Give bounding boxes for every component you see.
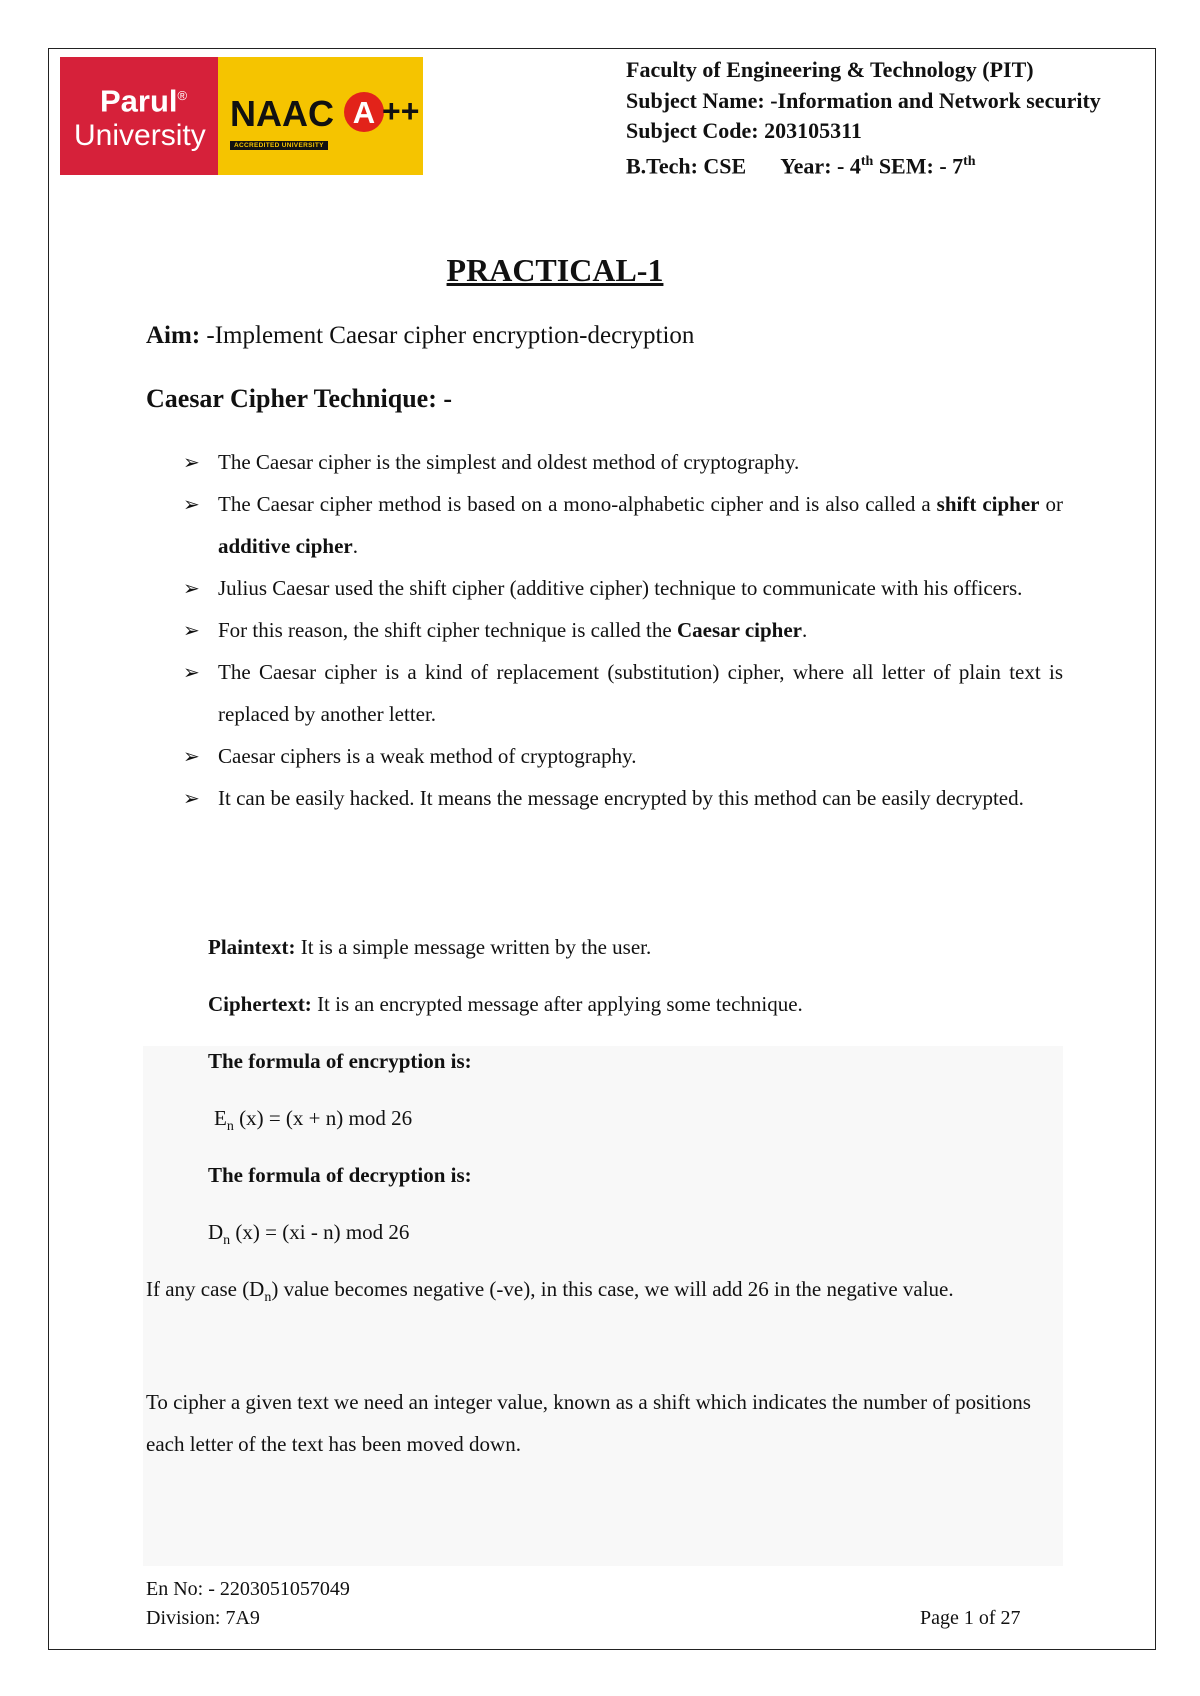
formula-symbol: D: [208, 1220, 224, 1244]
decryption-formula: [208, 1211, 409, 1262]
note-text: If any case (D: [146, 1277, 265, 1301]
bullet-bold-text: additive cipher: [218, 534, 353, 558]
ciphertext-label: Ciphertext:: [208, 992, 312, 1016]
course-line: [626, 147, 1101, 182]
shift-paragraph: To cipher a given text we need an integer value, known as a shift which indicates the number of positions each letter of the text has been moved down.: [146, 1390, 1031, 1456]
arrow-bullet-icon: ➢: [183, 576, 200, 600]
naac-logo-block: [218, 57, 423, 175]
logo-registered-mark: ®: [177, 88, 188, 104]
bullet-text: .: [801, 618, 808, 642]
bullet-text: .: [352, 534, 358, 558]
accredited-text: ACCREDITED UNIVERSITY: [230, 141, 328, 150]
subject-name-line: Subject Name: -Information and Network security: [626, 87, 1101, 113]
naac-grade-badge: A: [344, 92, 384, 132]
sem-sup: th: [963, 153, 976, 169]
note-text: ) value becomes negative (-ve), in this case, we will add 26 in the negative value.: [271, 1277, 954, 1301]
year-text: Year: - 4: [780, 152, 861, 178]
arrow-bullet-icon: ➢: [183, 450, 200, 474]
parul-logo-block: [60, 57, 218, 175]
formula-symbol: E: [214, 1106, 227, 1130]
formula-subscript: n: [223, 1233, 231, 1249]
encryption-heading-text: The formula of encryption is:: [208, 1049, 472, 1073]
decryption-heading-text: The formula of decryption is:: [208, 1163, 472, 1187]
arrow-bullet-icon: ➢: [183, 786, 200, 810]
header-info: [626, 55, 1101, 181]
aim-label: Aim:: [146, 322, 201, 349]
logo-university-text: University: [74, 118, 206, 152]
ciphertext-definition: [208, 983, 803, 1025]
list-item: [183, 567, 1063, 609]
faculty-line: Faculty of Engineering & Technology (PIT): [626, 57, 1034, 82]
bullet-list: [183, 441, 1063, 819]
arrow-bullet-icon: ➢: [183, 618, 200, 642]
plaintext-definition: [208, 926, 651, 968]
arrow-bullet-icon: ➢: [183, 492, 200, 516]
naac-text: NAAC: [230, 93, 334, 134]
aim-line: [146, 322, 694, 350]
bullet-text: Caesar ciphers is a weak method of cryptography.: [218, 744, 637, 768]
list-item: [183, 483, 1063, 567]
bullet-text: For this reason, the shift cipher technique is called the: [218, 618, 677, 642]
page-title: PRACTICAL-1: [446, 252, 664, 288]
aim-text: -Implement Caesar cipher encryption-decryption: [200, 322, 695, 349]
page-number: Page 1 of 27: [920, 1607, 1021, 1629]
sem-text: SEM: - 7: [873, 152, 964, 178]
bullet-text: It can be easily hacked. It means the message encrypted by this method can be easily decrypted.: [218, 786, 1024, 810]
list-item: [183, 777, 1063, 819]
plaintext-label: Plaintext:: [208, 935, 296, 959]
formula-text: (x) = (x + n) mod 26: [233, 1106, 413, 1130]
btech-text: B.Tech: CSE: [626, 152, 747, 178]
bullet-text: The Caesar cipher method is based on a mono-alphabetic cipher and is also called a: [218, 492, 937, 516]
formula-subscript: n: [226, 1119, 234, 1135]
ciphertext-text: It is an encrypted message after applying some technique.: [311, 992, 803, 1016]
formula-text: (x) = (xi - n) mod 26: [230, 1220, 410, 1244]
subject-code-line: Subject Code: 203105311: [626, 118, 862, 143]
university-logo: [60, 57, 423, 175]
naac-grade-plus: ++: [382, 93, 420, 129]
bullet-bold-text: shift cipher: [936, 492, 1040, 516]
division: Division: 7A9: [146, 1607, 260, 1629]
logo-parul-text: Parul: [100, 83, 178, 119]
bullet-text: Julius Caesar used the shift cipher (additive cipher) technique to communicate with his officers.: [218, 576, 1023, 600]
encryption-formula: [214, 1097, 412, 1148]
bullet-text: The Caesar cipher is a kind of replacement (substitution) cipher, where all letter of plain text is replaced by another letter.: [218, 660, 1063, 726]
bullet-bold-text: Caesar cipher: [676, 618, 802, 642]
negative-note: [146, 1268, 1036, 1319]
enrollment-number: En No: - 2203051057049: [146, 1578, 350, 1600]
list-item: [183, 441, 1063, 483]
plaintext-text: It is a simple message written by the user.: [295, 935, 652, 959]
list-item: [183, 651, 1063, 735]
year-sup: th: [860, 153, 874, 169]
bullet-text: or: [1039, 492, 1064, 516]
section-heading: Caesar Cipher Technique: -: [146, 384, 453, 413]
bullet-text: The Caesar cipher is the simplest and oldest method of cryptography.: [218, 450, 800, 474]
note-subscript: n: [264, 1290, 272, 1306]
encryption-heading: [208, 1040, 472, 1082]
decryption-heading: [208, 1154, 472, 1196]
list-item: [183, 735, 1063, 777]
arrow-bullet-icon: ➢: [183, 744, 200, 768]
list-item: [183, 609, 1063, 651]
arrow-bullet-icon: ➢: [183, 660, 200, 684]
